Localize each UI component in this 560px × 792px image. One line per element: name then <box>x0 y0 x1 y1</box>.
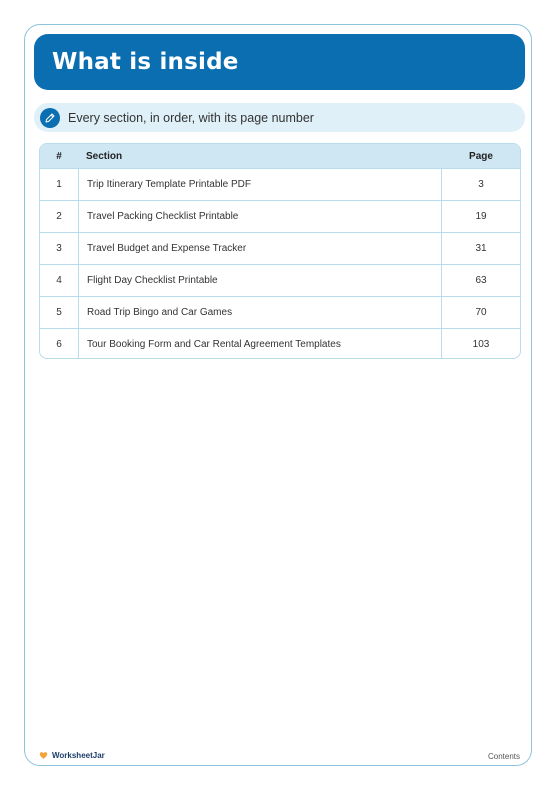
column-header-number: # <box>56 150 62 162</box>
contents-table <box>39 143 521 359</box>
row-section: Travel Packing Checklist Printable <box>87 211 239 222</box>
footer-section-label: Contents <box>487 752 520 761</box>
row-section: Tour Booking Form and Car Rental Agreement Templates <box>87 339 341 350</box>
header-banner <box>34 34 525 90</box>
footer-brand <box>39 751 105 760</box>
row-section: Flight Day Checklist Printable <box>87 275 218 286</box>
table-row <box>40 200 520 232</box>
table-row <box>40 328 520 359</box>
row-page: 70 <box>441 297 520 328</box>
subtitle-bar <box>34 103 525 132</box>
row-number: 1 <box>40 169 79 200</box>
heart-icon <box>39 751 48 760</box>
row-page: 63 <box>441 265 520 296</box>
row-section: Trip Itinerary Template Printable PDF <box>87 179 251 190</box>
page-title: What is inside <box>52 49 239 75</box>
table-row <box>40 296 520 328</box>
row-page: 3 <box>441 169 520 200</box>
row-section: Travel Budget and Expense Tracker <box>87 243 247 254</box>
page-frame <box>24 24 532 766</box>
table-row <box>40 264 520 296</box>
row-number: 3 <box>40 233 79 264</box>
table-row <box>40 168 520 200</box>
column-header-section: Section <box>86 150 123 162</box>
row-number: 6 <box>40 329 79 359</box>
subtitle-text: Every section, in order, with its page number <box>68 110 314 125</box>
row-page: 19 <box>441 201 520 232</box>
table-header <box>40 144 520 168</box>
row-number: 4 <box>40 265 79 296</box>
row-number: 2 <box>40 201 79 232</box>
row-section: Road Trip Bingo and Car Games <box>87 307 233 318</box>
column-header-page: Page <box>469 150 493 162</box>
table-row <box>40 232 520 264</box>
row-page: 103 <box>441 329 520 359</box>
footer-brand-name: WorksheetJar <box>52 751 105 760</box>
row-number: 5 <box>40 297 79 328</box>
row-page: 31 <box>441 233 520 264</box>
pencil-icon <box>40 108 60 128</box>
